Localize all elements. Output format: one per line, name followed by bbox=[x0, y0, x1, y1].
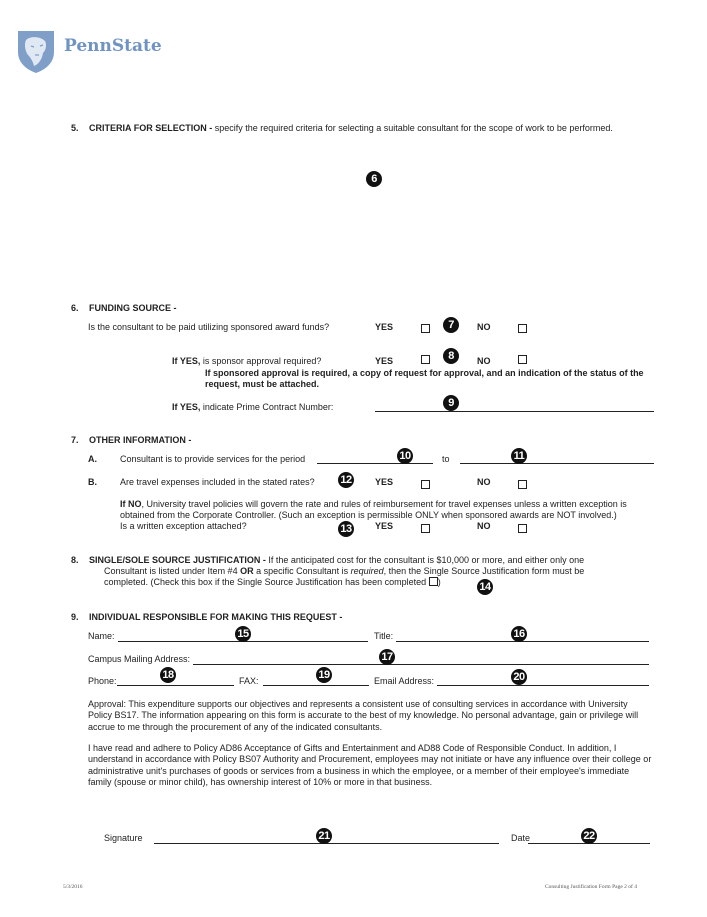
sponsor-approval-note: If sponsored approval is required, a copy of request for approval, and an indication of the status of the request, must be attached. bbox=[205, 368, 644, 390]
travel-policy-note bbox=[120, 499, 656, 522]
approval-statement: Approval: This expenditure supports our objectives and represents a consistent use of consulting services in accordance with University Policy BS17. The information appearing on this form is accurate to the best of my knowledge. No personal advantage, gain or privilege will accrue to me through the procurement of any of the indicated consultants. bbox=[88, 699, 639, 732]
section-number: 5. bbox=[71, 123, 79, 133]
nittany-lion-shield-icon bbox=[16, 28, 56, 74]
no-label: NO bbox=[477, 477, 491, 487]
field-marker-10: 10 bbox=[397, 448, 413, 464]
section-8-line2 bbox=[104, 566, 584, 576]
field-marker-13: 13 bbox=[338, 521, 354, 537]
campus-address-field[interactable] bbox=[193, 664, 649, 665]
section-text-line1: If the anticipated cost for the consultant is $10,000 or more, and either only one bbox=[265, 555, 585, 565]
yes-label: YES bbox=[375, 477, 394, 487]
field-marker-11: 11 bbox=[511, 448, 527, 464]
period-end-field[interactable] bbox=[460, 463, 654, 464]
no-label: NO bbox=[477, 521, 491, 531]
item-a-label: A. bbox=[88, 454, 97, 464]
email-field[interactable] bbox=[437, 685, 649, 686]
section-title: FUNDING SOURCE - bbox=[89, 303, 177, 313]
yes-label: YES bbox=[375, 521, 394, 531]
or-emphasis: OR bbox=[240, 566, 254, 576]
phone-field[interactable] bbox=[117, 685, 234, 686]
sponsor-approval-yes-checkbox[interactable] bbox=[421, 355, 430, 364]
text: completed. (Check this box if the Single Source Justification has been completed bbox=[104, 577, 429, 587]
section-8-line3 bbox=[104, 577, 441, 587]
prime-contract-label bbox=[172, 402, 333, 412]
text: Consultant is listed under Item #4 bbox=[104, 566, 241, 576]
section-number: 6. bbox=[71, 303, 79, 313]
section-6-heading bbox=[71, 303, 177, 313]
field-marker-20: 20 bbox=[511, 669, 527, 685]
section-number: 9. bbox=[71, 612, 79, 622]
travel-expenses-no-checkbox[interactable] bbox=[518, 480, 527, 489]
section-number: 7. bbox=[71, 435, 79, 445]
field-marker-18: 18 bbox=[160, 667, 176, 683]
if-yes-label: If YES, bbox=[172, 356, 201, 366]
travel-expenses-question: Are travel expenses included in the stated rates? bbox=[120, 477, 315, 487]
sponsored-funds-yes-checkbox[interactable] bbox=[421, 324, 430, 333]
campus-address-label: Campus Mailing Address: bbox=[88, 654, 191, 664]
date-label: Date bbox=[511, 833, 531, 843]
no-label: NO bbox=[477, 322, 491, 332]
section-title: CRITERIA FOR SELECTION - bbox=[89, 123, 213, 133]
field-marker-9: 9 bbox=[443, 395, 459, 411]
field-marker-19: 19 bbox=[316, 667, 332, 683]
if-no-label: If NO bbox=[120, 499, 142, 509]
text: ) bbox=[437, 577, 441, 587]
section-description: specify the required criteria for selecting a suitable consultant for the scope of work to be performed. bbox=[212, 123, 613, 133]
section-title: OTHER INFORMATION - bbox=[89, 435, 192, 445]
question-text: indicate Prime Contract Number: bbox=[200, 402, 334, 412]
sponsored-funds-question: Is the consultant to be paid utilizing sponsored award funds? bbox=[88, 322, 330, 332]
service-period-label: Consultant is to provide services for the period bbox=[120, 454, 306, 464]
sole-source-completed-checkbox[interactable] bbox=[429, 577, 438, 586]
exception-question: Is a written exception attached? bbox=[120, 521, 247, 531]
signature-label: Signature bbox=[104, 833, 143, 843]
field-marker-8: 8 bbox=[443, 348, 459, 364]
exception-yes-checkbox[interactable] bbox=[421, 524, 430, 533]
required-emphasis: required bbox=[350, 566, 384, 576]
phone-label: Phone: bbox=[88, 676, 117, 686]
travel-expenses-yes-checkbox[interactable] bbox=[421, 480, 430, 489]
exception-no-checkbox[interactable] bbox=[518, 524, 527, 533]
note-text: , University travel policies will govern the rate and rules of reimbursement for travel expenses unless a written exception is obtained from the Corporate Controller. (Such an exception is permissible ONLY when sponsored awards are NOT involved.) bbox=[120, 499, 627, 521]
text: a specific Consultant is bbox=[253, 566, 351, 576]
section-7-heading bbox=[71, 435, 191, 445]
yes-label: YES bbox=[375, 356, 394, 366]
title-label: Title: bbox=[374, 631, 394, 641]
text: , then the Single Source Justification form must be bbox=[383, 566, 585, 576]
pennstate-logo bbox=[16, 28, 162, 74]
field-marker-22: 22 bbox=[581, 828, 597, 844]
sponsor-approval-question bbox=[172, 356, 321, 366]
field-marker-15: 15 bbox=[235, 626, 251, 642]
section-5-heading bbox=[71, 123, 613, 133]
prime-contract-number-field[interactable] bbox=[375, 411, 654, 412]
to-label: to bbox=[442, 454, 450, 464]
logo-text: PennState bbox=[64, 36, 162, 56]
field-marker-7: 7 bbox=[443, 317, 459, 333]
field-marker-12: 12 bbox=[338, 472, 354, 488]
field-marker-17: 17 bbox=[379, 649, 395, 665]
period-start-field[interactable] bbox=[317, 463, 433, 464]
if-yes-label: If YES, bbox=[172, 402, 201, 412]
name-label: Name: bbox=[88, 631, 115, 641]
fax-label: FAX: bbox=[239, 676, 259, 686]
sponsored-funds-no-checkbox[interactable] bbox=[518, 324, 527, 333]
fax-field[interactable] bbox=[263, 685, 369, 686]
sponsor-approval-no-checkbox[interactable] bbox=[518, 355, 527, 364]
field-marker-6: 6 bbox=[366, 171, 382, 187]
field-marker-21: 21 bbox=[316, 828, 332, 844]
yes-label: YES bbox=[375, 322, 394, 332]
footer-page-info: Consulting Justification Form Page 2 of 4 bbox=[545, 884, 637, 890]
section-9-heading bbox=[71, 612, 342, 622]
field-marker-14: 14 bbox=[477, 579, 493, 595]
criteria-text-area[interactable] bbox=[87, 140, 647, 290]
field-marker-16: 16 bbox=[511, 626, 527, 642]
section-title: SINGLE/SOLE SOURCE JUSTIFICATION - bbox=[89, 555, 266, 565]
policy-acknowledgement: I have read and adhere to Policy AD86 Acceptance of Gifts and Entertainment and AD88 Code of Responsible Conduct. In addition, I understand in accordance with Policy BS07 Authority and Procurement, employees may not initiate or have any influence over their college or administrative unit's purchases of goods or services from a business in which the employee, or a member of their employee's immediate family (spouse or minor child), has ownership interest of 10% or more in that business. bbox=[88, 743, 652, 787]
email-label: Email Address: bbox=[374, 676, 435, 686]
question-text: is sponsor approval required? bbox=[200, 356, 322, 366]
section-title: INDIVIDUAL RESPONSIBLE FOR MAKING THIS REQUEST - bbox=[89, 612, 343, 622]
section-8-heading bbox=[71, 555, 584, 565]
footer-date: 5/3/2016 bbox=[63, 884, 83, 890]
no-label: NO bbox=[477, 356, 491, 366]
item-b-label: B. bbox=[88, 477, 97, 487]
section-number: 8. bbox=[71, 555, 79, 565]
